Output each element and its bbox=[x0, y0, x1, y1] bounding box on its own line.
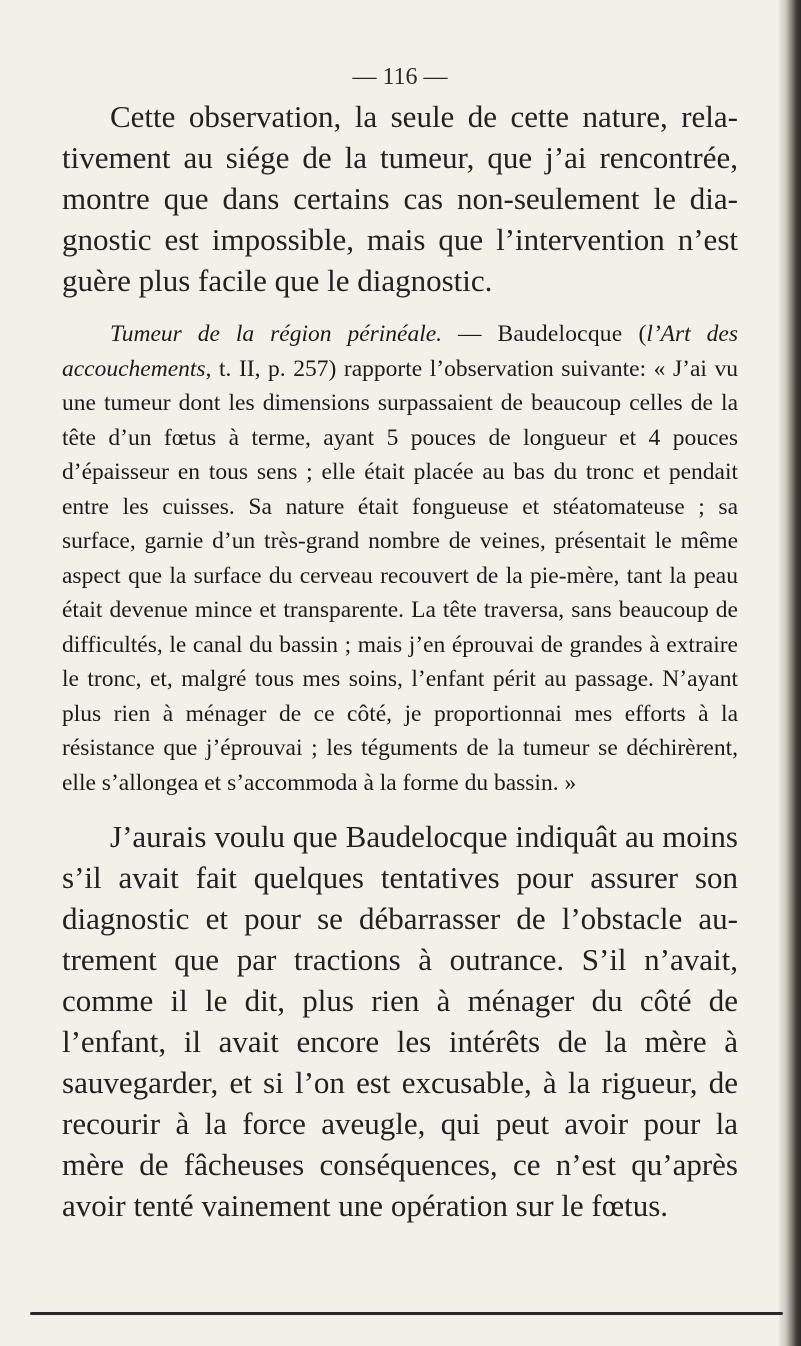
bottom-edge-line bbox=[30, 1312, 783, 1315]
book-title: l’Art des accouchements, bbox=[62, 321, 738, 382]
paragraph-1-text: Cette observation, la seule de cette nature, relativement au siége de la tumeur, que j’ai rencontrée, montre que dans certains cas non-seulement le diagnostic est impossible, mais que l’intervention n’est guère plus facile que le diagnostic. bbox=[62, 99, 738, 298]
paragraph-3 bbox=[62, 816, 738, 1226]
page-binding-shadow bbox=[779, 0, 801, 1346]
section-heading: Tumeur de la région périnéale. bbox=[110, 321, 443, 347]
quotation-text: t. II, p. 257) rapporte l’observation suivante: « J’ai vu une tumeur dont les dimensions surpassaient de beaucoup celles de la tête d’un fœtus à terme, ayant 5 pouces de longueur et 4 pouces d’épaisseur en tous sens ; elle était placée au bas du tronc et pendait entre les cuisses. Sa nature était fongueuse et stéatomateuse ; sa surface, garnie d’un très-grand nombre de veines, présentait le même aspect que la surface du cerveau recouvert de la pie-mère, tant la peau était devenue mince et transparente. La tête traversa, sans beaucoup de difficultés, le canal du bassin ; mais j’en éprouvai de grandes à extraire le tronc, et, malgré tous mes soins, l’enfant périt au passage. N’ayant plus rien à ménager de ce côté, je proportionnai mes efforts à la résistance que j’éprouvai ; les téguments de la tumeur se déchirèrent, elle s’allongea et s’accommoda à la forme du bassin. » bbox=[62, 355, 738, 796]
page-number: — 116 — bbox=[352, 64, 448, 90]
page-content bbox=[62, 62, 738, 1226]
paragraph-2-quotation bbox=[62, 317, 738, 800]
open-parenthesis: ( bbox=[638, 321, 647, 347]
paragraph-1 bbox=[62, 96, 738, 301]
paragraph-3-text: J’aurais voulu que Baudelocque indiquât au moins s’il avait fait quelques tentatives pour assurer son diagnostic et pour se débarrasser de l’obstacle autrement que par tractions à outrance. S’il n’avait, comme il le dit, plus rien à ménager du côté de l’enfant, il avait encore les intérêts de la mère à sauvegarder, et si l’on est excusable, à la rigueur, de recourir à la force aveugle, qui peut avoir pour la mère de fâcheuses conséquences, ce n’est qu’après avoir tenté vainement une opération sur le fœtus. bbox=[62, 819, 738, 1223]
paragraph-2-text bbox=[62, 317, 738, 800]
heading-dash: — bbox=[442, 321, 498, 347]
author-name: Baudelocque bbox=[497, 321, 639, 347]
